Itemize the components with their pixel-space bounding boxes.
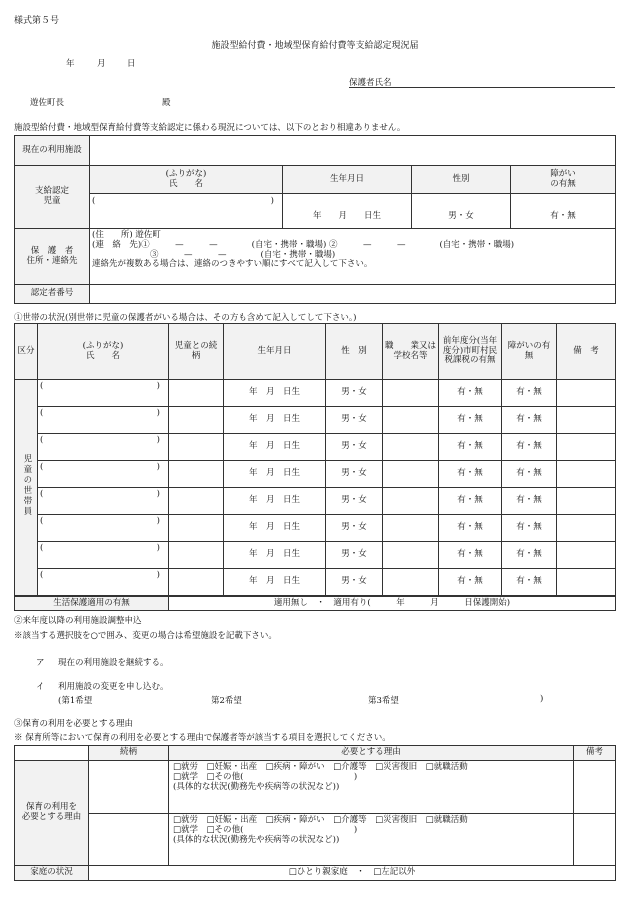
member-disability-field[interactable]: 有・無 (502, 380, 557, 407)
household-row (15, 542, 616, 569)
member-birth-field[interactable]: 年 月 日生 (224, 515, 326, 542)
col-note: 備 考 (557, 324, 616, 380)
member-job-field[interactable] (383, 515, 439, 542)
member-sex-field[interactable]: 男・女 (326, 542, 383, 569)
cert-number-label: 認定者番号 (15, 285, 90, 304)
member-sex-field[interactable]: 男・女 (326, 461, 383, 488)
member-name-field[interactable]: ( ) (38, 488, 169, 515)
member-disability-field[interactable]: 有・無 (502, 407, 557, 434)
date-year-label: 年 (66, 59, 75, 69)
member-disability-field[interactable]: 有・無 (502, 569, 557, 596)
household-row (15, 461, 616, 488)
reason-options-1[interactable]: □就労 □妊娠・出産 □疾病・障がい □介護等 □災害復旧 □就職活動 □就学 □その他( ) (具体的な状況(勤務先や疾病等の状況など)) (169, 761, 574, 814)
member-name-field[interactable]: ( ) (38, 461, 169, 488)
child-disability-field[interactable]: 有・無 (511, 194, 616, 229)
member-relation-field[interactable] (169, 380, 224, 407)
child-birth-header: 生年月日 (283, 166, 412, 194)
reason-relation-field-2[interactable] (89, 814, 169, 866)
member-tax-field[interactable]: 有・無 (439, 488, 502, 515)
household-table (14, 323, 616, 596)
reason-heading: ③保育の利用を必要とする理由 (14, 719, 134, 729)
reason-side-label: 保育の利用を 必要とする理由 (15, 761, 89, 866)
member-job-field[interactable] (383, 542, 439, 569)
member-birth-field[interactable]: 年 月 日生 (224, 542, 326, 569)
family-status-value[interactable]: □ひとり親家庭 ・ □左記以外 (89, 866, 616, 881)
member-sex-field[interactable]: 男・女 (326, 569, 383, 596)
member-relation-field[interactable] (169, 407, 224, 434)
member-birth-field[interactable]: 年 月 日生 (224, 569, 326, 596)
member-birth-field[interactable]: 年 月 日生 (224, 461, 326, 488)
welfare-label: 生活保護適用の有無 (15, 597, 169, 611)
choice-2-label: 第2希望 (211, 696, 242, 706)
choice-3-label: 第3希望 (368, 696, 399, 706)
facility-request-note: ※該当する選択肢を○で囲み、変更の場合は希望施設を記載下さい。 (14, 631, 277, 641)
member-tax-field[interactable]: 有・無 (439, 515, 502, 542)
member-birth-field[interactable]: 年 月 日生 (224, 407, 326, 434)
reason-options-2[interactable]: □就労 □妊娠・出産 □疾病・障がい □介護等 □災害復旧 □就職活動 □就学 □その他( ) (具体的な状況(勤務先や疾病等の状況など)) (169, 814, 574, 866)
reason-note: ※ 保育所等において保育の利用を必要とする理由で保護者等が該当する項目を選択してください。 (14, 733, 391, 743)
option-a-text: 現在の利用施設を継続する。 (58, 658, 169, 668)
member-name-field[interactable]: ( ) (38, 434, 169, 461)
col-relation: 児童との続柄 (169, 324, 224, 380)
child-disability-header: 障がい の有無 (511, 166, 616, 194)
member-note-field[interactable] (557, 542, 616, 569)
form-title: 施設型給付費・地域型保育給付費等支給認定現況届 (211, 41, 419, 51)
household-row (15, 407, 616, 434)
member-disability-field[interactable]: 有・無 (502, 515, 557, 542)
reason-col-relation: 続柄 (89, 746, 169, 761)
reason-note-field-2[interactable] (574, 814, 616, 866)
member-sex-field[interactable]: 男・女 (326, 488, 383, 515)
member-job-field[interactable] (383, 407, 439, 434)
child-sex-header: 性別 (412, 166, 511, 194)
member-note-field[interactable] (557, 461, 616, 488)
member-relation-field[interactable] (169, 515, 224, 542)
reason-col-note: 備考 (574, 746, 616, 761)
member-name-field[interactable]: ( ) (38, 542, 169, 569)
member-tax-field[interactable]: 有・無 (439, 434, 502, 461)
member-tax-field[interactable]: 有・無 (439, 569, 502, 596)
current-facility-field[interactable] (90, 136, 616, 166)
col-kubun: 区分 (15, 324, 38, 380)
reason-corner (15, 746, 89, 761)
member-sex-field[interactable]: 男・女 (326, 380, 383, 407)
household-side-label: 児童の世帯員 (15, 380, 38, 596)
reason-relation-field-1[interactable] (89, 761, 169, 814)
member-name-field[interactable]: ( ) (38, 569, 169, 596)
member-name-field[interactable]: ( ) (38, 515, 169, 542)
date-month-label: 月 (97, 59, 106, 69)
guardian-contact-field[interactable]: (住 所) 遊佐町 (連 絡 先)① — — (自宅・携帯・職場) ② — — (自宅・携帯・職場) ③ — — (自宅・携帯・職場) 連絡先が複数ある場合は、連絡のつきやすい順にすべて記入して下さい。 (90, 229, 616, 285)
reason-col-reason: 必要とする理由 (169, 746, 574, 761)
member-note-field[interactable] (557, 488, 616, 515)
household-row (15, 488, 616, 515)
reason-table (14, 745, 616, 881)
member-tax-field[interactable]: 有・無 (439, 542, 502, 569)
member-disability-field[interactable]: 有・無 (502, 488, 557, 515)
member-note-field[interactable] (557, 515, 616, 542)
cert-number-field[interactable] (90, 285, 616, 304)
member-job-field[interactable] (383, 461, 439, 488)
option-a-mark[interactable]: ア (36, 658, 45, 668)
member-note-field[interactable] (557, 434, 616, 461)
welfare-table (14, 596, 616, 611)
col-birth: 生年月日 (224, 324, 326, 380)
member-disability-field[interactable]: 有・無 (502, 434, 557, 461)
family-status-label: 家庭の状況 (15, 866, 89, 881)
reason-note-field-1[interactable] (574, 761, 616, 814)
col-name: (ふりがな) 氏 名 (38, 324, 169, 380)
member-tax-field[interactable]: 有・無 (439, 461, 502, 488)
member-tax-field[interactable]: 有・無 (439, 407, 502, 434)
member-note-field[interactable] (557, 569, 616, 596)
guardian-name-line[interactable] (349, 87, 615, 88)
guardian-contact-label: 保 護 者 住所・連絡先 (15, 229, 90, 285)
member-relation-field[interactable] (169, 569, 224, 596)
col-sex: 性 別 (326, 324, 383, 380)
member-note-field[interactable] (557, 407, 616, 434)
household-row (15, 569, 616, 596)
member-disability-field[interactable]: 有・無 (502, 542, 557, 569)
member-relation-field[interactable] (169, 461, 224, 488)
member-birth-field[interactable]: 年 月 日生 (224, 488, 326, 515)
form-number: 様式第５号 (14, 16, 60, 26)
member-job-field[interactable] (383, 380, 439, 407)
member-sex-field[interactable]: 男・女 (326, 407, 383, 434)
member-relation-field[interactable] (169, 434, 224, 461)
member-birth-field[interactable]: 年 月 日生 (224, 380, 326, 407)
guardian-name-label: 保護者氏名 (349, 78, 392, 88)
col-job: 職 業又は学校名等 (383, 324, 439, 380)
member-job-field[interactable] (383, 434, 439, 461)
member-relation-field[interactable] (169, 542, 224, 569)
member-job-field[interactable] (383, 488, 439, 515)
household-heading: ①世帯の状況(別世帯に児童の保護者がいる場合は、その方も含めて記入してして下さい。) (14, 313, 357, 323)
current-facility-label: 現在の利用施設 (15, 136, 90, 166)
child-birth-field[interactable]: 年 月 日生 (283, 194, 412, 229)
col-disability: 障がいの有無 (502, 324, 557, 380)
member-job-field[interactable] (383, 569, 439, 596)
member-tax-field[interactable]: 有・無 (439, 380, 502, 407)
member-name-field[interactable]: ( ) (38, 380, 169, 407)
member-sex-field[interactable]: 男・女 (326, 515, 383, 542)
child-name-field[interactable]: ( ) (90, 194, 283, 229)
household-row (15, 434, 616, 461)
child-label: 支給認定 児童 (15, 166, 90, 229)
child-name-header: (ふりがな) 氏 名 (90, 166, 283, 194)
member-name-field[interactable]: ( ) (38, 407, 169, 434)
child-sex-field[interactable]: 男・女 (412, 194, 511, 229)
option-i-text: 利用施設の変更を申し込む。 (58, 682, 169, 692)
facility-request-heading: ②来年度以降の利用施設調整申込 (14, 616, 142, 626)
statement: 施設型給付費・地域型保育給付費等支給認定に係わる現況については、以下のとおり相違ありません。 (14, 123, 406, 133)
member-note-field[interactable] (557, 380, 616, 407)
welfare-value[interactable]: 適用無し ・ 適用有り( 年 月 日保護開始) (169, 597, 616, 611)
date-day-label: 日 (127, 59, 136, 69)
certification-table (14, 135, 616, 304)
household-row (15, 380, 616, 407)
member-sex-field[interactable]: 男・女 (326, 434, 383, 461)
honorific: 殿 (162, 98, 171, 108)
option-i-mark[interactable]: イ (36, 682, 45, 692)
member-birth-field[interactable]: 年 月 日生 (224, 434, 326, 461)
choice-close: ) (540, 694, 544, 704)
member-disability-field[interactable]: 有・無 (502, 461, 557, 488)
addressee: 遊佐町長 (30, 98, 65, 108)
choice-1-label: (第1希望 (58, 696, 93, 706)
household-row (15, 515, 616, 542)
col-tax: 前年度分(当年度分)市町村民税課税の有無 (439, 324, 502, 380)
member-relation-field[interactable] (169, 488, 224, 515)
